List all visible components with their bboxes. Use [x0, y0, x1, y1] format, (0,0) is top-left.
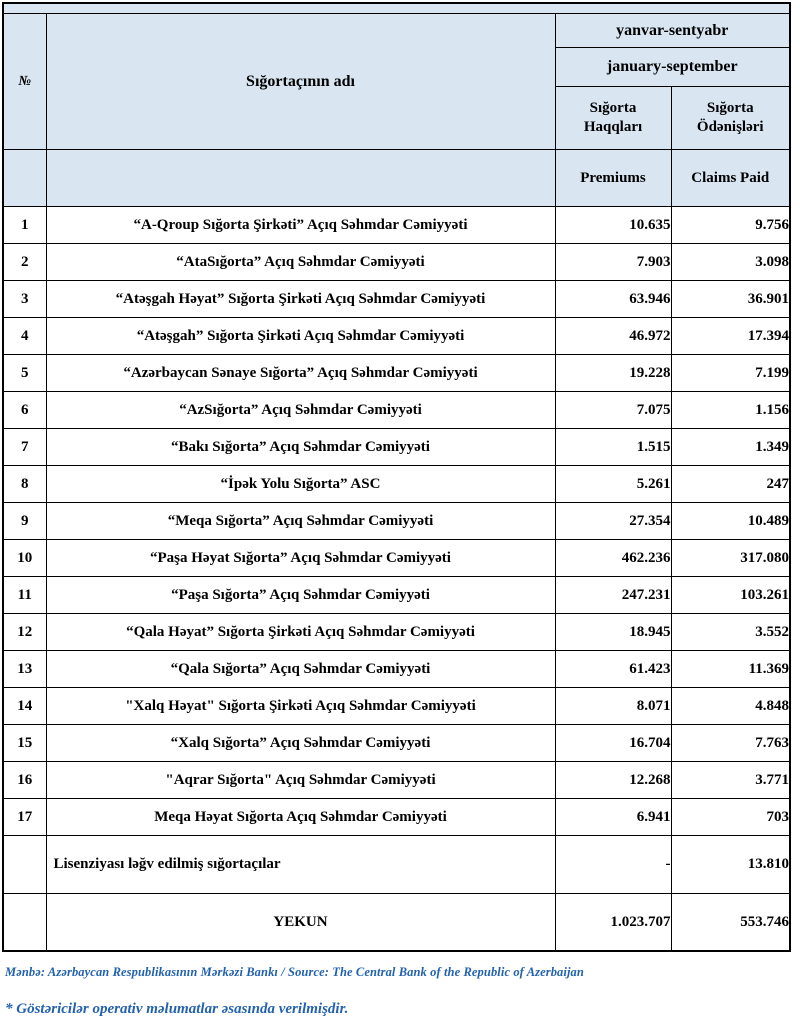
table-row	[3, 207, 790, 244]
col-header-premiums-az: Sığorta Haqqları	[555, 87, 671, 150]
claims-value: 247	[671, 466, 790, 503]
table-row	[3, 762, 790, 799]
claims-value: 3.552	[671, 614, 790, 651]
premiums-value: 46.972	[555, 318, 671, 355]
premiums-value: 247.231	[555, 577, 671, 614]
top-strip	[3, 3, 790, 14]
row-number: 10	[3, 540, 46, 577]
table-row	[3, 281, 790, 318]
claims-value: 17.394	[671, 318, 790, 355]
row-number: 5	[3, 355, 46, 392]
company-name: "Aqrar Sığorta" Açıq Səhmdar Cəmiyyəti	[46, 762, 555, 799]
row-number: 8	[3, 466, 46, 503]
footer	[5, 965, 800, 1018]
total-claims-value: 553.746	[671, 894, 790, 952]
company-name: Meqa Həyat Sığorta Açıq Səhmdar Cəmiyyəti	[46, 799, 555, 836]
row-number	[3, 894, 46, 952]
company-name: “Meqa Sığorta” Açıq Səhmdar Cəmiyyəti	[46, 503, 555, 540]
company-name: “Atəşgah” Sığorta Şirkəti Açıq Səhmdar Cəmiyyəti	[46, 318, 555, 355]
premiums-value: 462.236	[555, 540, 671, 577]
premiums-value: 7.075	[555, 392, 671, 429]
source-note: Mənbə: Azərbaycan Respublikasının Mərkəzi Bankı / Source: The Central Bank of the Republic of Azerbaijan	[5, 965, 584, 979]
row-number: 13	[3, 651, 46, 688]
table-row	[3, 540, 790, 577]
company-name: “Paşa Həyat Sığorta” Açıq Səhmdar Cəmiyyəti	[46, 540, 555, 577]
col-header-claims-az: Sığorta Ödənişləri	[671, 87, 790, 150]
company-name: “Atəşgah Həyat” Sığorta Şirkəti Açıq Səhmdar Cəmiyyəti	[46, 281, 555, 318]
company-name: “Azərbaycan Sənaye Sığorta” Açıq Səhmdar Cəmiyyəti	[46, 355, 555, 392]
top-strip-row	[3, 3, 790, 14]
company-name: “AtaSığorta” Açıq Səhmdar Cəmiyyəti	[46, 244, 555, 281]
page	[0, 2, 800, 1017]
row-number: 1	[3, 207, 46, 244]
claims-value: 1.156	[671, 392, 790, 429]
col-header-claims-en: Claims Paid	[671, 150, 790, 207]
claims-value: 11.369	[671, 651, 790, 688]
row-number: 12	[3, 614, 46, 651]
cancelled-premiums-value: -	[555, 836, 671, 894]
table-row	[3, 614, 790, 651]
premiums-value: 63.946	[555, 281, 671, 318]
table-summary	[3, 836, 790, 952]
claims-value: 7.763	[671, 725, 790, 762]
claims-value: 4.848	[671, 688, 790, 725]
row-number: 16	[3, 762, 46, 799]
col-header-period-az: yanvar-sentyabr	[555, 14, 790, 48]
header-row-values-en	[3, 150, 790, 207]
col-header-premiums-en: Premiums	[555, 150, 671, 207]
company-name: “Paşa Sığorta” Açıq Səhmdar Cəmiyyəti	[46, 577, 555, 614]
total-premiums-value: 1.023.707	[555, 894, 671, 952]
col-header-insurer-name: Sığortaçının adı	[46, 14, 555, 150]
company-name: “Qala Sığorta” Açıq Səhmdar Cəmiyyəti	[46, 651, 555, 688]
table-row	[3, 688, 790, 725]
table-row	[3, 244, 790, 281]
header-row-period-az	[3, 14, 790, 48]
table-row	[3, 429, 790, 466]
cancelled-insurers-label: Lisenziyası ləğv edilmiş sığortaçılar	[46, 836, 555, 894]
row-number: 9	[3, 503, 46, 540]
cancelled-claims-value: 13.810	[671, 836, 790, 894]
premiums-value: 27.354	[555, 503, 671, 540]
claims-value: 703	[671, 799, 790, 836]
claims-value: 9.756	[671, 207, 790, 244]
col-header-period-en: january-september	[555, 48, 790, 87]
claims-value: 10.489	[671, 503, 790, 540]
claims-value: 3.098	[671, 244, 790, 281]
premiums-value: 7.903	[555, 244, 671, 281]
premiums-value: 1.515	[555, 429, 671, 466]
table-row	[3, 503, 790, 540]
data-disclaimer-note: * Göstəricilər operativ məlumatlar əsasında verilmişdir.	[5, 1001, 349, 1017]
row-number: 14	[3, 688, 46, 725]
company-name: “AzSığorta” Açıq Səhmdar Cəmiyyəti	[46, 392, 555, 429]
row-number	[3, 836, 46, 894]
row-number: 3	[3, 281, 46, 318]
row-number: 2	[3, 244, 46, 281]
company-name: “Xalq Sığorta” Açıq Səhmdar Cəmiyyəti	[46, 725, 555, 762]
premiums-value: 12.268	[555, 762, 671, 799]
row-number: 6	[3, 392, 46, 429]
company-name: “İpək Yolu Sığorta” ASC	[46, 466, 555, 503]
premiums-value: 19.228	[555, 355, 671, 392]
total-label: YEKUN	[46, 894, 555, 952]
company-name: “Qala Həyat” Sığorta Şirkəti Açıq Səhmdar Cəmiyyəti	[46, 614, 555, 651]
empty-header-cell-no	[3, 150, 46, 207]
premiums-value: 16.704	[555, 725, 671, 762]
row-number: 4	[3, 318, 46, 355]
claims-value: 7.199	[671, 355, 790, 392]
claims-value: 317.080	[671, 540, 790, 577]
claims-value: 36.901	[671, 281, 790, 318]
table-row	[3, 392, 790, 429]
company-name: “A-Qroup Sığorta Şirkəti” Açıq Səhmdar Cəmiyyəti	[46, 207, 555, 244]
claims-value: 1.349	[671, 429, 790, 466]
table-body	[3, 207, 790, 836]
insurance-statistics-table	[2, 2, 791, 952]
table-header	[3, 3, 790, 207]
company-name: “Bakı Sığorta” Açıq Səhmdar Cəmiyyəti	[46, 429, 555, 466]
table-row	[3, 355, 790, 392]
claims-value: 3.771	[671, 762, 790, 799]
row-number: 11	[3, 577, 46, 614]
premiums-value: 61.423	[555, 651, 671, 688]
row-number: 17	[3, 799, 46, 836]
row-number: 15	[3, 725, 46, 762]
premiums-value: 6.941	[555, 799, 671, 836]
row-number: 7	[3, 429, 46, 466]
premiums-value: 10.635	[555, 207, 671, 244]
company-name: "Xalq Həyat" Sığorta Şirkəti Açıq Səhmdar Cəmiyyəti	[46, 688, 555, 725]
total-row	[3, 894, 790, 952]
table-row	[3, 318, 790, 355]
table-row	[3, 725, 790, 762]
claims-value: 103.261	[671, 577, 790, 614]
table-row	[3, 799, 790, 836]
cancelled-insurers-row	[3, 836, 790, 894]
col-header-no: №	[3, 14, 46, 150]
premiums-value: 18.945	[555, 614, 671, 651]
empty-header-cell-name	[46, 150, 555, 207]
table-row	[3, 577, 790, 614]
premiums-value: 5.261	[555, 466, 671, 503]
table-row	[3, 466, 790, 503]
premiums-value: 8.071	[555, 688, 671, 725]
table-row	[3, 651, 790, 688]
